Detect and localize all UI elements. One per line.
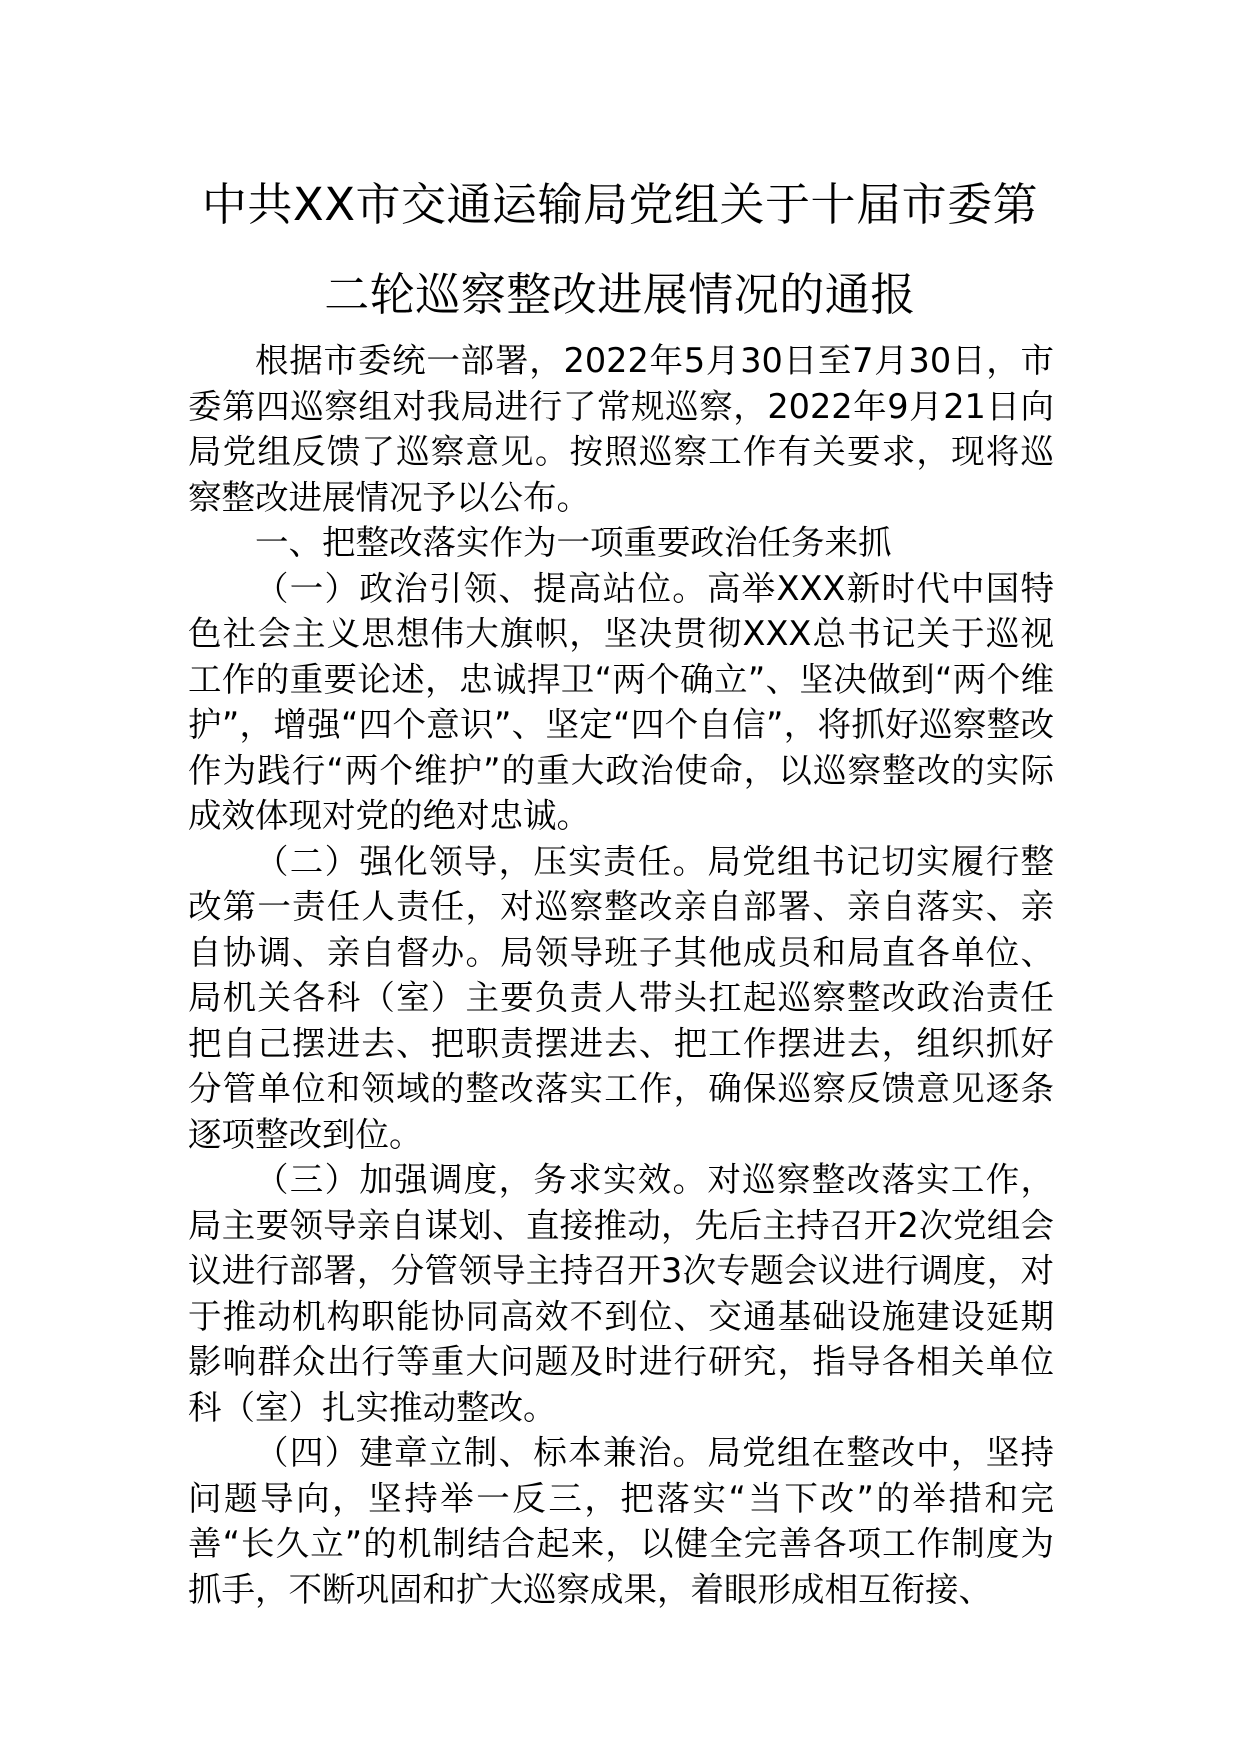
document-title (150, 160, 1090, 340)
paragraph-4: （四）建章立制、标本兼治。局党组在整改中，坚持问题导向，坚持举一反三，把落实“当下改”的举措和完善“长久立”的机制结合起来，以健全完善各项工作制度为抓手，不断巩固和扩大巡察成果，着眼形成相互衔接、 (188, 1433, 1054, 1609)
paragraph-2: （二）强化领导，压实责任。局党组书记切实履行整改第一责任人责任，对巡察整改亲自部署、亲自落实、亲自协调、亲自督办。局领导班子其他成员和局直各单位、局机关各科（室）主要负责人带头扛起巡察整改政治责任把自己摆进去、把职责摆进去、把工作摆进去，组织抓好分管单位和领域的整改落实工作，确保巡察反馈意见逐条逐项整改到位。 (188, 841, 1054, 1154)
paragraph-3: （三）加强调度，务求实效。对巡察整改落实工作，局主要领导亲自谋划、直接推动，先后主持召开2次党组会议进行部署，分管领导主持召开3次专题会议进行调度，对于推动机构职能协同高效不到位、交通基础设施建设延期影响群众出行等重大问题及时进行研究，指导各相关单位科（室）扎实推动整改。 (188, 1160, 1054, 1427)
title-line-1: 中共XX市交通运输局党组关于十届市委第 (201, 178, 1039, 231)
title-line-2: 二轮巡察整改进展情况的通报 (324, 268, 916, 321)
document-body (188, 338, 1054, 1612)
section-heading-1: 一、把整改落实作为一项重要政治任务来抓 (255, 523, 892, 562)
paragraph-1: （一）政治引领、提高站位。高举XXX新时代中国特色社会主义思想伟大旗帜，坚决贯彻XXX总书记关于巡视工作的重要论述，忠诚捍卫“两个确立”、坚决做到“两个维护”，增强“四个意识”、坚定“四个自信”，将抓好巡察整改作为践行“两个维护”的重大政治使命，以巡察整改的实际成效体现对党的绝对忠诚。 (188, 568, 1054, 835)
paragraph-intro: 根据市委统一部署，2022年5月30日至7月30日，市委第四巡察组对我局进行了常规巡察，2022年9月21日向局党组反馈了巡察意见。按照巡察工作有关要求，现将巡察整改进展情况予以公布。 (188, 341, 1054, 517)
